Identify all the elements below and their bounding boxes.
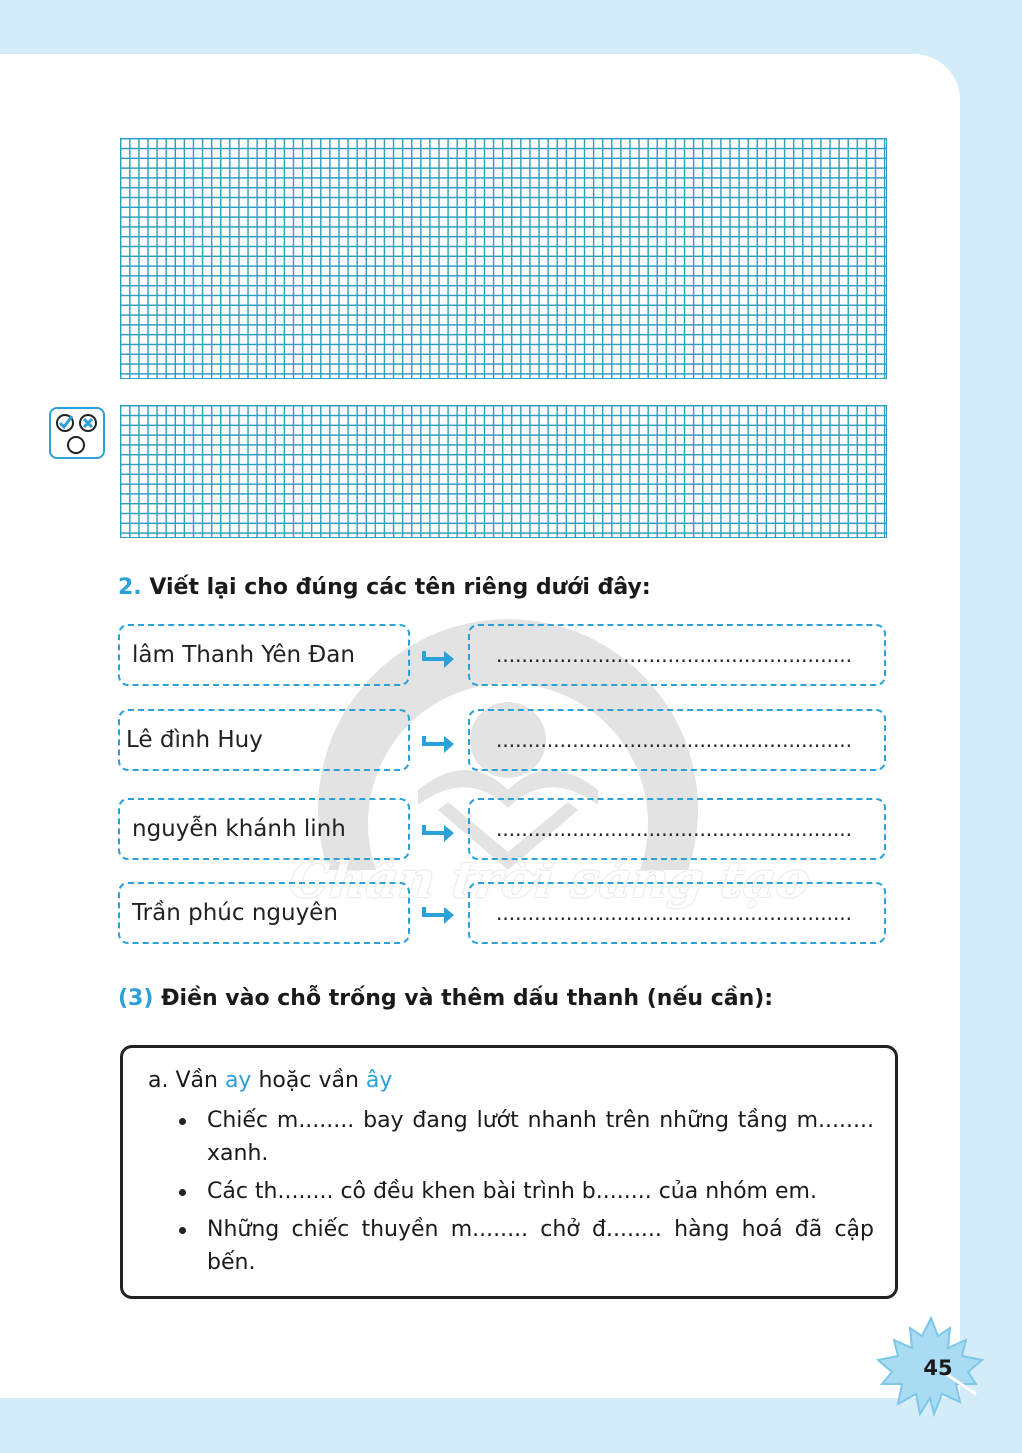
name-box-2: Lê đình Huy [118,709,410,771]
section-2-number: 2. [118,575,142,600]
section-2-title [118,575,651,600]
section-2-text: Viết lại cho đúng các tên riêng dưới đây: [149,575,651,600]
section-3-number: (3) [118,986,154,1011]
answer-box-3[interactable]: ........................................................ [468,798,886,860]
check-cross-circle-icon [51,409,103,457]
answer-box-2[interactable]: ........................................................ [468,709,886,771]
option-ay: ay [224,1068,252,1093]
writing-grid-bottom[interactable] [120,405,887,538]
name-box-3: nguyễn khánh linh [118,798,410,860]
connector-text: hoặc vần [258,1068,359,1093]
right-arrow-icon [420,734,456,756]
right-arrow-icon [420,905,456,927]
part-a-label: a. Vần [148,1068,218,1093]
list-item: Chiếc m........ bay đang lướt nhanh trên những tầng m........ xanh. [176,1104,874,1170]
self-check-badge [49,407,105,459]
right-arrow-icon [420,649,456,671]
watermark-text: Chân trời sáng tạo [286,850,813,909]
name-box-4: Trần phúc nguyên [118,882,410,944]
answer-box-1[interactable]: ........................................................ [468,624,886,686]
page-number: 45 [923,1356,953,1380]
name-box-1: lâm Thanh Yên Đan [118,624,410,686]
writing-grid-top[interactable] [120,138,887,379]
list-item: Các th........ cô đều khen bài trình b........ của nhóm em. [176,1175,874,1208]
part-a-heading [148,1068,392,1093]
section-3-text: Điền vào chỗ trống và thêm dấu thanh (nếu cần): [161,986,774,1011]
list-item: Những chiếc thuyền m........ chở đ........ hàng hoá đã cập bến. [176,1213,874,1279]
option-ay-circumflex: ây [365,1068,393,1093]
answer-box-4[interactable]: ........................................................ [468,882,886,944]
right-arrow-icon [420,823,456,845]
exercise-list [176,1104,874,1284]
section-3-title [118,986,773,1011]
